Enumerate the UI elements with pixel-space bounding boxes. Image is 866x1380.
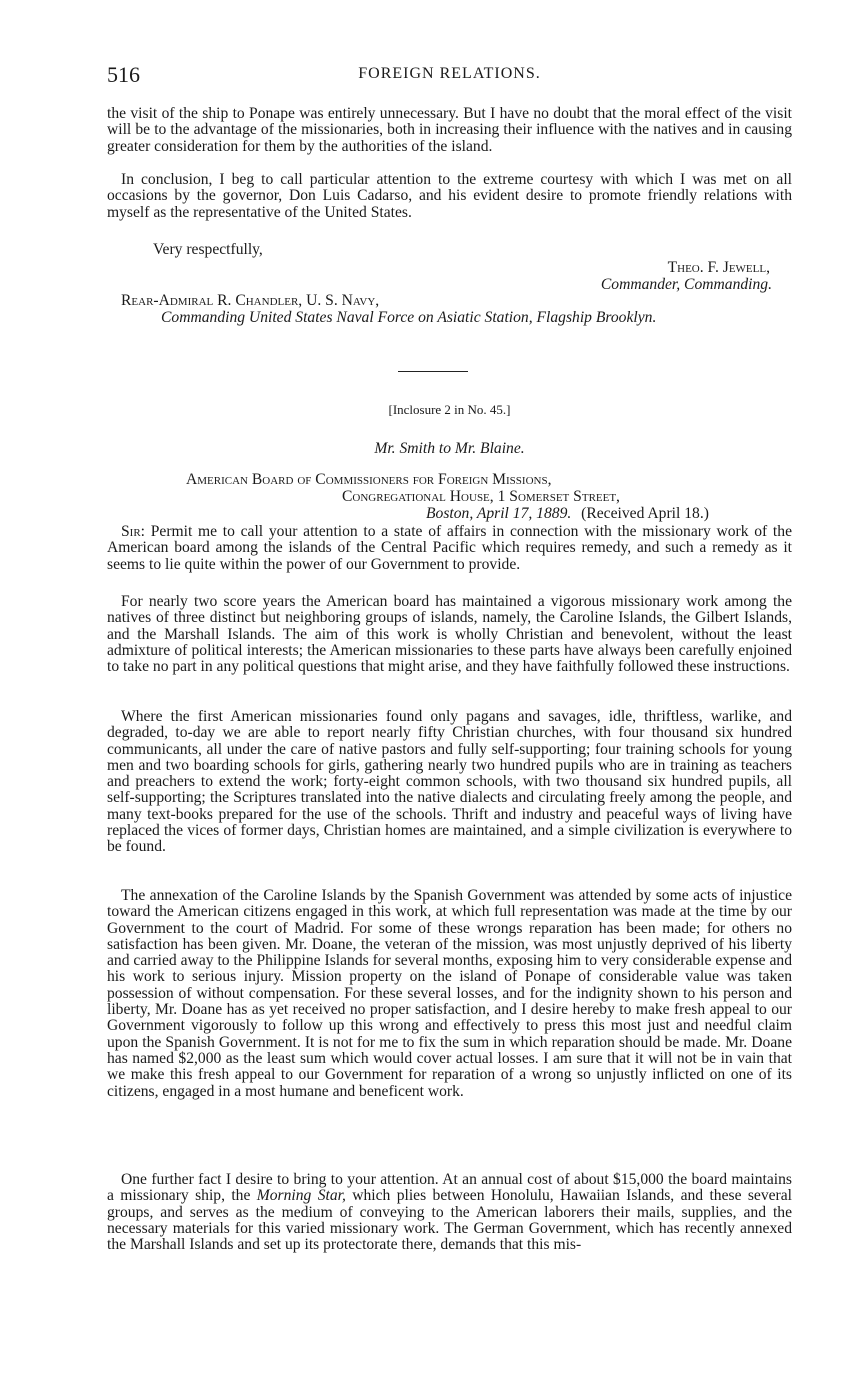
letter1-closing: Very respectfully, xyxy=(153,241,263,258)
letter1-signature-name: Theo. F. Jewell, xyxy=(667,259,770,276)
letter1-continuation: the visit of the ship to Ponape was entirely unnecessary. But I have no doubt that the moral effect of the visit will be to the advantage of the missionaries, both in increasing their influence with the natives and in causing greater consideration for them by the authorities of the island. xyxy=(107,105,792,155)
letter2-paragraph-3: Where the first American missionaries found only pagans and savages, idle, thriftless, warlike, and degraded, to-day we are able to report nearly fifty Christian churches, with four thousand six hundred communicants, all under the care of native pastors and fully self-supporting; four training schools for young men and two boarding schools for girls, gathering nearly two hundred pupils who are in training as teachers and preachers to extend the work; forty-eight common schools, with two thousand six hundred pupils, all self-supporting; the Scriptures translated into the native dialects and circulating freely among the people, and many text-books prepared for the use of the schools. Thrift and industry and peaceful ways of living have replaced the vices of former days, Christian homes are maintained, and a simple civilization is everywhere to be found. xyxy=(107,708,792,856)
letter1-signature-title: Commander, Commanding. xyxy=(600,276,772,293)
place-date-line xyxy=(426,505,709,522)
inclosure-label: [Inclosure 2 in No. 45.] xyxy=(388,402,511,417)
section-divider xyxy=(398,371,468,372)
place-date: Boston, April 17, 1889. xyxy=(426,505,572,522)
org-line1: American Board of Commissioners for Foreign Missions, xyxy=(186,471,552,488)
letter2-paragraph-1 xyxy=(107,524,792,573)
ship-name: Morning Star, xyxy=(256,1187,346,1205)
letter-title: Mr. Smith to Mr. Blaine. xyxy=(374,440,525,457)
paragraph-5-after: which plies between Honolulu, Hawaiian Islands, and these several groups, and serves as the medium of conveying to the American laborers their mails, supplies, and the necessary materials for this varied missionary work. The German Government, which has recently annexed the Marshall Islands and set up its protectorate there, demands that this mis- xyxy=(107,1187,793,1254)
page-number: 516 xyxy=(107,62,140,87)
letter1-addressee-name: Rear-Admiral R. Chandler, U. S. Navy, xyxy=(121,292,380,309)
paragraph-1-text: Permit me to call your attention to a state of affairs in connection with the missionary work of the American board among the islands of the Central Pacific which requires remedy, and such a remedy as it seems to lie quite within the power of our Government to provide. xyxy=(107,523,792,573)
letter2-paragraph-2: For nearly two score years the American board has maintained a vigorous missionary work among the natives of three distinct but neighboring groups of islands, namely, the Caroline Islands, the Gilbert Islands, and the Marshall Islands. The aim of this work is wholly Christian and benevolent, without the least admixture of political interests; the American missionaries to these parts have always been carefully enjoined to take no part in any political questions that might arise, and they have faithfully followed these instructions. xyxy=(107,593,792,676)
letter1-addressee-title: Commanding United States Naval Force on Asiatic Station, Flagship Brooklyn. xyxy=(161,309,657,326)
received-date: (Received April 18.) xyxy=(581,505,709,522)
letter2-paragraph-4: The annexation of the Caroline Islands by the Spanish Government was attended by some acts of injustice toward the American citizens engaged in this work, at which full representation was made at the time by our Government to the court of Madrid. For some of these wrongs reparation has been made; for others no satisfaction has been given. Mr. Doane, the veteran of the mission, was most unjustly deprived of his liberty and carried away to the Philippine Islands for several months, exposing him to very considerable expense and his work to serious injury. Mission property on the island of Ponape of considerable value was taken possession of without compensation. For these several losses, and for the indignity shown to his person and liberty, Mr. Doane has as yet received no proper satisfaction, and I desire hereby to make fresh appeal to our Government vigorously to follow up this wrong and effectively to press this most just and needful claim upon the Spanish Government. It is not for me to fix the sum in which reparation should be made. Mr. Doane has named $2,000 as the least sum which would cover actual losses. I am sure that it will not be in vain that we make this fresh appeal to our Government for reparation of a wrong so unjustly inflicted on one of its citizens, engaged in a most humane and beneficent work. xyxy=(107,887,792,1100)
org-line2: Congregational House, 1 Somerset Street, xyxy=(342,488,620,505)
letter2-paragraph-5 xyxy=(107,1172,792,1253)
salutation: Sir: xyxy=(121,523,146,540)
running-head: FOREIGN RELATIONS. xyxy=(358,65,541,82)
paragraph-5-before: One further fact I desire to bring to your attention. At an annual cost of about $15,000 the board maintains a missionary ship, the xyxy=(107,1171,792,1205)
letter1-conclusion: In conclusion, I beg to call particular attention to the extreme courtesy with which I was met on all occasions by the governor, Don Luis Cadarso, and his evident desire to promote friendly relations with myself as the representative of the United States. xyxy=(107,171,792,221)
page-header xyxy=(107,62,792,90)
